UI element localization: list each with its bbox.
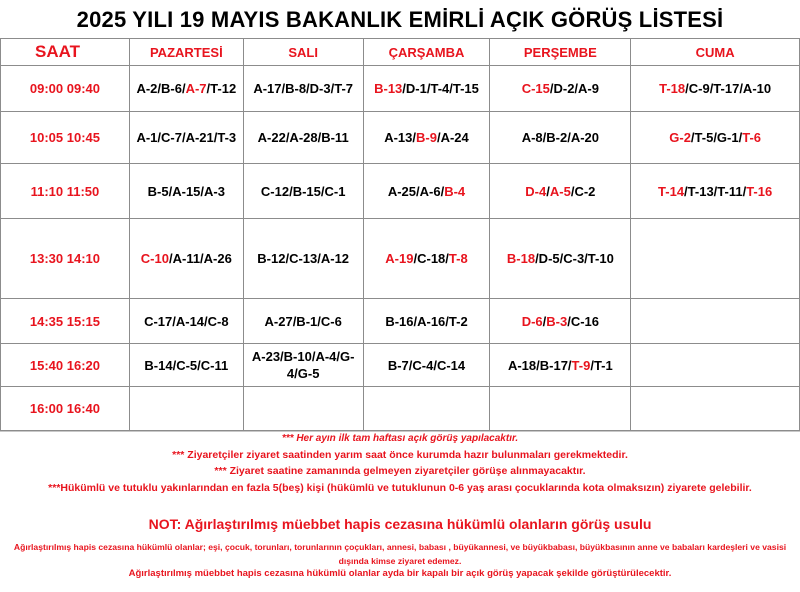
cell-cuma <box>631 112 800 164</box>
ward-code: / <box>546 183 550 199</box>
time-slot: 16:00 16:40 <box>1 387 130 431</box>
ward-code: B-7/C-4/C-14 <box>387 357 466 373</box>
ward-code-highlighted: C-10 <box>140 251 169 266</box>
cell-persembe <box>490 387 631 431</box>
ward-code-highlighted: D-4 <box>525 183 547 199</box>
ward-code: /T-1 <box>590 357 613 373</box>
ward-code: /A-24 <box>436 130 469 145</box>
cell-sali <box>243 164 363 219</box>
ward-code-highlighted: G-2 <box>669 130 691 145</box>
ward-code: A-17/B-8/D-3/T-7 <box>253 81 354 96</box>
note-late: *** Ziyaret saatine zamanında gelmeyen ziyaretçiler görüşe alınmayacaktır. <box>214 465 586 477</box>
ward-code: B-16/A-16/T-2 <box>385 313 468 329</box>
ward-code: /D-2/A-9 <box>549 81 599 96</box>
cell-pazartesi <box>129 66 243 112</box>
note-visitor-limit: ***Hükümlü ve tutuklu yakınlarından en fazla 5(beş) kişi (hükümlü ve tutuklunun 0-6 yaş arası çocuklarında kota olmaksızın) ziyarete gelebilir. <box>48 482 752 494</box>
cell-persembe <box>490 66 631 112</box>
cell-cuma <box>631 387 800 431</box>
cell-carsamba <box>363 164 490 219</box>
ward-code: /T-13/T-11/ <box>684 183 747 199</box>
ward-code-highlighted: B-3 <box>546 313 568 329</box>
time-slot: 15:40 16:20 <box>1 344 130 387</box>
schedule-row <box>1 387 800 431</box>
cell-cuma <box>631 344 800 387</box>
ward-code: A-22/A-28/B-11 <box>257 130 349 145</box>
ward-code-highlighted: T-6 <box>742 130 762 145</box>
ward-code: A-18/B-17/ <box>507 357 572 373</box>
cell-persembe <box>490 299 631 344</box>
cell-persembe <box>490 344 631 387</box>
cell-cuma <box>631 219 800 299</box>
ward-code-highlighted: A-19 <box>385 251 414 266</box>
ward-code: /T-12 <box>206 81 237 96</box>
ward-code: B-5/A-15/A-3 <box>147 183 225 199</box>
cell-carsamba <box>363 344 490 387</box>
cell-sali <box>243 387 363 431</box>
schedule-row <box>1 299 800 344</box>
header-row <box>1 39 800 66</box>
note-arrival: *** Ziyaretçiler ziyaret saatinden yarım saat önce kurumda hazır bulunmaları gerekmektedir. <box>172 449 628 461</box>
cell-carsamba <box>363 299 490 344</box>
note-heading: NOT: Ağırlaştırılmış müebbet hapis cezasına hükümlü olanların görüş usulu <box>148 516 652 532</box>
ward-code: /C-9/T-17/A-10 <box>685 81 772 96</box>
ward-code: C-12/B-15/C-1 <box>260 183 346 199</box>
time-slot: 11:10 11:50 <box>1 164 130 219</box>
schedule-row <box>1 112 800 164</box>
time-slot: 10:05 10:45 <box>1 112 130 164</box>
ward-code-highlighted: B-9 <box>416 130 437 145</box>
time-slot: 14:35 15:15 <box>1 299 130 344</box>
ward-code-highlighted: T-14 <box>658 183 685 199</box>
ward-code: /C-16 <box>567 313 600 329</box>
schedule-row <box>1 164 800 219</box>
cell-cuma <box>631 66 800 112</box>
ward-code: /C-2 <box>570 183 596 199</box>
page-title: 2025 YILI 19 MAYIS BAKANLIK EMİRLİ AÇIK GÖRÜŞ LİSTESİ <box>76 7 724 32</box>
ward-code: B-14/C-5/C-11 <box>144 357 229 373</box>
ward-code-highlighted: D-6 <box>521 313 543 329</box>
cell-cuma <box>631 164 800 219</box>
ward-code: A-23/B-10/A-4/G-4/G-5 <box>251 349 355 381</box>
cell-carsamba <box>363 387 490 431</box>
cell-sali <box>243 299 363 344</box>
ward-code: A-27/B-1/C-6 <box>264 313 342 329</box>
ward-code-highlighted: T-8 <box>448 251 468 266</box>
ward-code-highlighted: A-7 <box>185 81 207 96</box>
schedule-row <box>1 344 800 387</box>
cell-sali <box>243 344 363 387</box>
notes-section <box>0 431 800 592</box>
cell-persembe <box>490 219 631 299</box>
header-cuma: CUMA <box>631 39 800 66</box>
ward-code-highlighted: A-5 <box>549 183 571 199</box>
ward-code: /T-5/G-1/ <box>690 130 743 145</box>
cell-pazartesi <box>129 344 243 387</box>
note-monthly-closed: Ağırlaştırılmış müebbet hapis cezasına hükümlü olanlar ayda bir kapalı bir açık görüş yapacak şekilde görüştürülecektir. <box>128 568 672 579</box>
header-pazartesi: PAZARTESİ <box>129 39 243 66</box>
ward-code: /D-5/C-3/T-10 <box>535 251 614 266</box>
ward-code-highlighted: B-18 <box>506 251 536 266</box>
note-weekly: *** Her ayın ilk tam haftası açık görüş yapılacaktır. <box>281 433 519 444</box>
cell-sali <box>243 66 363 112</box>
header-persembe: PERŞEMBE <box>490 39 631 66</box>
cell-persembe <box>490 112 631 164</box>
ward-code: /C-18/ <box>413 251 449 266</box>
header-carsamba: ÇARŞAMBA <box>363 39 490 66</box>
ward-code-highlighted: C-15 <box>521 81 550 96</box>
cell-pazartesi <box>129 299 243 344</box>
cell-sali <box>243 219 363 299</box>
ward-code: A-2/B-6/ <box>136 81 186 96</box>
ward-code: A-8/B-2/A-20 <box>521 130 599 145</box>
cell-carsamba <box>363 219 490 299</box>
cell-cuma <box>631 299 800 344</box>
schedule-row <box>1 66 800 112</box>
ward-code: C-17/A-14/C-8 <box>144 313 229 329</box>
ward-code-highlighted: B-13 <box>374 81 403 96</box>
cell-carsamba <box>363 112 490 164</box>
ward-code: A-25/A-6/ <box>387 183 445 199</box>
time-slot: 09:00 09:40 <box>1 66 130 112</box>
cell-pazartesi <box>129 219 243 299</box>
cell-pazartesi <box>129 387 243 431</box>
cell-sali <box>243 112 363 164</box>
ward-code: B-12/C-13/A-12 <box>257 251 350 266</box>
header-saat: SAAT <box>1 39 130 66</box>
ward-code: /A-11/A-26 <box>168 251 232 266</box>
cell-carsamba <box>363 66 490 112</box>
schedule-row <box>1 219 800 299</box>
time-slot: 13:30 14:10 <box>1 219 130 299</box>
cell-pazartesi <box>129 112 243 164</box>
cell-persembe <box>490 164 631 219</box>
ward-code: A-13/ <box>384 130 417 145</box>
ward-code-highlighted: T-16 <box>746 183 773 199</box>
header-sali: SALI <box>243 39 363 66</box>
schedule-table <box>0 38 800 431</box>
ward-code: / <box>542 313 547 329</box>
ward-code-highlighted: T-18 <box>659 81 686 96</box>
cell-pazartesi <box>129 164 243 219</box>
ward-code-highlighted: B-4 <box>444 183 466 199</box>
ward-code-highlighted: T-9 <box>571 357 591 373</box>
note-aggravated-visitors: Ağırlaştırılmış hapis cezasına hükümlü olanlar; eşi, çocuk, torunları, torunlarının çoçukları, annesi, babası , büyükannesi, ve büyükbabası, büyükbasının anne ve babaları kardeşleri ve vasisi dışında kimse ziyaret edemez. <box>13 542 787 566</box>
ward-code: /D-1/T-4/T-15 <box>402 81 479 96</box>
ward-code: A-1/C-7/A-21/T-3 <box>136 130 237 145</box>
